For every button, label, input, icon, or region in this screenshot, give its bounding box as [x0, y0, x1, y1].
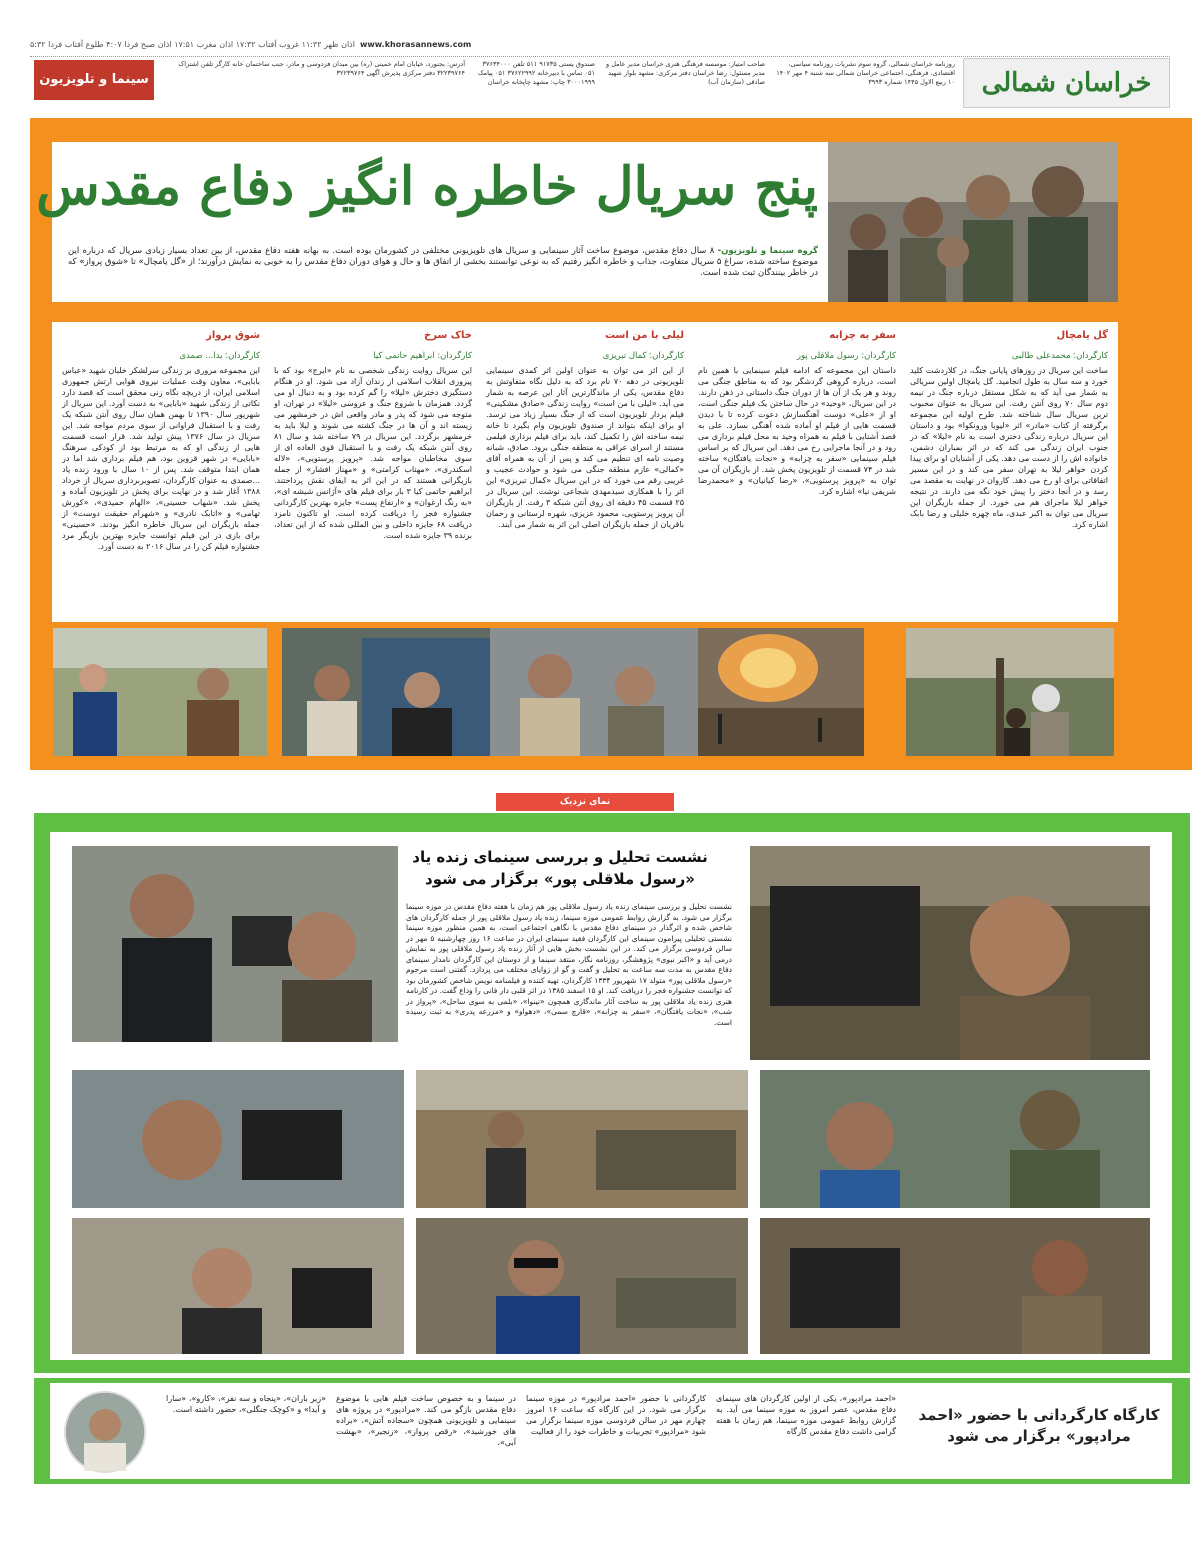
- prayer-times: اذان ظهر ۱۱:۳۲ غروب آفتاب ۱۷:۳۲ اذان مغرب ۱۷:۵۱ اذان صبح فردا ۴:۰۷ طلوع آفتاب فردا ۵:۳۲: [30, 40, 355, 49]
- series-photo-shogh-parvaz: [53, 628, 267, 756]
- intro-text: ۸ سال دفاع مقدس، موضوع ساخت آثار سینمایی و سریال های تلویزیونی مختلفی در کشورمان بوده است. به بهانه هفته دفاع مقدس، از بین تعداد بسیار زیادی سریال که درباره این موضوع ساخته شده، سراغ ۵ سریال متفاوت، جذاب و خاطره انگیز رفتیم که به نوعی توانستند بخشی از اتفاق ها و حال و هوای دوران دفاع مقدس را به خوبی به نمایش درآورند؛ از «گل یامچال» تا «شوق پرواز» که در خاطر بینندگان ثبت شده است.: [68, 246, 819, 278]
- series-director: کارگردان: یدا... صمدی: [179, 351, 260, 361]
- closeup-photo-sunglasses: [416, 1218, 748, 1354]
- series-text: این مجموعه مروری بر زندگی سرلشکر خلبان شهید «عباس بابایی»، معاون وقت عملیات نیروی هوایی ارتش جمهوری اسلامی ایران، از دریچه نگاه زنی محقق است که قصد دارد نکاتی از زندگی شهید «بابایی» به دست آورد. این سریال از شهریور سال ۱۳۹۰ تا بهمن همان سال روی آنتن شبکه یک رفت و با استقبال فراوانی از سوی مردم مواجه شد. این سریال در سال ۱۳۷۶ پیش تولید شد. قرار است قسمت هایی از زندگی او که به مرتبط بود از کودکی سرهنگ «بابایی» در شهر قزوین بود، هم فیلم برداری شد اما در همان ابتدا متوقف شد. پس از ۱۰ سال با ورود زنده یاد ...صمدی به عنوان کارگردان، تصویربرداری سریال از خرداد ۱۳۸۸ آغاز شد و در نهایت برای پخش در تلویزیون آماده و پخش شد. «شهاب حسینی»، «الهام حمیدی»، «کورش تهامی» و «اتابک نادری» و «شهرام حقیقت دوست» از جمله بازیگران این سریال خاطره انگیز بودند. «حسینی» برای بازی در این فیلم توانست جایزه بهترین بازیگر مرد جشنواره فیلم کن را در سال ۲۰۱۶ به دست آورد.: [62, 366, 261, 551]
- series-column: [274, 330, 472, 541]
- closeup-photo-cameraman: [72, 1070, 404, 1208]
- feature-header: [36, 142, 1118, 302]
- workshop-col: در سینما و به خصوص ساخت فیلم هایی با موضوع دفاع مقدس بازگو می کند. «مرادپور» در پروژه های سینمایی و تلویزیونی همچون «سجاده آتش»، «براده های خورشید»، «رقص پرواز»، «زنجیر»، «بهشت آبی»،: [336, 1394, 516, 1447]
- series-column: [910, 330, 1108, 530]
- workshop-col: «زیر باران»، «پنجاه و سه نفر»، «کارو»، «سارا و آیدا» و «کوچک جنگلی»، حضور داشته است.: [166, 1394, 326, 1414]
- newspaper-logo[interactable]: خراسان شمالی: [963, 58, 1170, 108]
- series-photo-safar-be-chazabeh: [698, 628, 906, 756]
- series-title: سفر به چزابه: [829, 330, 896, 341]
- contact-info: صندوق پستی ۹۱۷۳۵ ۵۱۱ تلفن ۳۷۶۳۴۰۰۰ ۰۵۱ تماس با دبیرخانه ۳۷۶۲۲۹۹۲ ۰۵۱ پیامک ۳۰۰۰۱۹۹۹ چاپ: مشهد چاپخانه خراسان: [477, 60, 595, 86]
- series-director: کارگردان: کمال تبریزی: [602, 351, 684, 361]
- series-title: شوق پرواز: [206, 330, 260, 341]
- series-column: [62, 330, 260, 552]
- closeup-photo-director-camera: [750, 846, 1150, 1060]
- feature-headline: پنج سریال خاطره انگیز دفاع مقدس: [36, 156, 818, 217]
- closeup-photo-actors-helmet: [760, 1070, 1150, 1208]
- series-text: ساخت این سریال در روزهای پایانی جنگ، در کلاردشت کلید خورد و سه سال به طول انجامید. گل یامچال اولین سریالی به شمار می آید که به شکل مستقل درباره جنگ در نیمه دوم سال ۷۰ روی آنتن رفت. این سریال به عنوان محبوب ترین سریال سال شناخته شد. طرح اولیه این مجموعه برگرفته از کتاب «مادر» اثر «لیوبا ورونکوا» بود و داستان این سریال درباره زندگی دختری است به نام «لیلا» که در جنوب ایران زندگی می کند که در اثر بمباران دشمن، خانواده اش را از دست می دهد. یکی از آشنایان او برای پیدا کردن خواهر لیلا به تهران سفر می کند و در این مسیر اتفاقاتی برای او رخ می دهد. کاروان در نهایت به مقصد می رسد و در آنجا دختر را پیش خود نگه می دارند. در نتیجه خواهر لیلا ماجرای هم می خورد. از جمله بازیگران این سریال می توان به اکبر عبدی، ماه چهره خلیلی و رضا بابک اشاره کرد.: [910, 366, 1108, 529]
- feature-intro: [68, 246, 818, 279]
- workshop-col: «احمد مرادپور»، یکی از اولین کارگردان های سینمای دفاع مقدس، عصر امروز به موزه سینما می آید. به گزارش روابط عمومی موزه سینما، هم زمان با هفته گرامی داشت دفاع مقدس کارگاه: [716, 1394, 896, 1436]
- closeup-body: نشست تحلیل و بررسی سینمای زنده یاد رسول ملاقلی پور هم زمان با هفته دفاع مقدس در موزه سینما برگزار می شود. به گزارش روابط عمومی موزه سینما، زنده یاد رسول ملاقلی پور از جمله کارگردان های شاخص شده و اثرگذار در سینمای دفاع مقدس با نگاهی اجتماعی است، به همین منظور موزه سینما نشستی تحلیلی پیرامون سینمای این کارگردان فقید سینمای ایران در ساعت ۱۶ روز چهارشنبه ۵ مهر در سالن فردوسی برگزار می کند. در این نشست بخش هایی از آثار زنده یاد رسول ملاقلی پور به نمایش درمی آید و «اکبر نبوی» پژوهشگر، روزنامه نگار، منتقد سینما و از دوستان این کارگردان نامدار سینمای دفاع مقدس به مدت سه ساعت به تحلیل و گفت و گو از زوایای مختلف می پردازد. گفتنی است مرحوم «رسول ملاقلی پور» متولد ۱۷ شهریور ۱۳۳۴ کارگردان، تهیه کننده و فیلمنامه نویس شاخص کشورمان بود که توانست جشنواره فجر را دریافت کند. او ۱۵ اسفند ۱۳۸۵ در اثر قلبی دار فانی را وداع گفت. در کارنامه هنری زنده یاد ملاقلی پور به ساخت آثار ماندگاری همچون «نینوا»، «بلمی به سوی ساحل»، «پرواز در شب»، «نجات یافتگان»، «سفر به چزابه»، «قارچ سمی»، «دهواو» و «مزرعه پدری» به ثبت رسیده است.: [406, 902, 733, 1027]
- series-column: [486, 330, 684, 530]
- website-link[interactable]: www.khorasannews.com: [360, 40, 472, 49]
- series-photo-gol-yamchal: [906, 628, 1114, 756]
- series-text: این سریال روایت زندگی شخصی به نام «ایرج» بود که با پیروزی انقلاب اسلامی از زندان آزاد می شود. او در هنگام دستگیری دخترش «لیلا» را گم کرده بود و به دنبال او می گردد. همزمان با شروع جنگ و عروسی «لیلا» در تهران، او متوجه می شود که پدر و مادر واقعی اش در خرمشهر می زیسته اند و آن ها در جنگ کشته می شوند و لیلا باید به خرمشهر برگردد. این سریال در ۷۹ ساخته شد و سال ۸۱ روی آنتن شبکه یک رفت و با استقبال قوی العاده ای از سوی مخاطبان مواجه شد. «پرویز پرستویی»، «لاله اسکندری»، «مهتاب کرامتی» و «مهناز افشار» از جمله بازیگرانی هستند که در این اثر به ایفای نقش پرداختند. ابراهیم حاتمی کیا ۳ بار برای فیلم های «آژانس شیشه ای»، «به رنگ ارغوان» و «ارتفاع پست» جایزه بهترین کارگردانی جشنواره فجر را دریافت کرده است. او تاکنون نامزد دریافت ۶۸ جایزه داخلی و بین المللی شده که از این تعداد، برنده ۳۹ جایزه شده است.: [274, 366, 472, 540]
- masthead: [30, 58, 1170, 108]
- closeup-photo-tank-set: [416, 1070, 748, 1208]
- series-title: گل یامچال: [1056, 330, 1108, 341]
- series-column: [698, 330, 896, 497]
- section-badge: سینما و تلویزیون: [34, 60, 154, 100]
- license-info: صاحب امتیاز: موسسه فرهنگی هنری خراسان مدیر عامل و مدیر مسئول: رضا خراسان دفتر مرکزی: مشهد بلوار شهید صادقی (سازمان آب): [606, 60, 765, 86]
- series-photo-leyli-ba-man-ast: [490, 628, 698, 756]
- closeup-title: نشست تحلیل و بررسی سینمای زنده یاد «رسول ملاقلی پور» برگزار می شود: [412, 848, 708, 888]
- series-director: کارگردان: محمدعلی طالبی: [1011, 351, 1108, 361]
- closeup-photo-film-crew: [760, 1218, 1150, 1354]
- closeup-label: نمای نزدیک: [496, 793, 674, 811]
- closeup-photo-director-pointing: [72, 846, 398, 1042]
- series-title: خاک سرخ: [424, 330, 472, 341]
- closeup-content: [50, 832, 1172, 1360]
- cast-photo-art: [828, 142, 1118, 302]
- series-director: کارگردان: رسول ملاقلی پور: [796, 351, 896, 361]
- workshop-content: [50, 1383, 1172, 1479]
- workshop-title: کارگاه کارگردانی با حضور «احمد مرادپور» برگزار می شود: [918, 1406, 1160, 1445]
- top-info-line: [30, 40, 1170, 54]
- workshop-col: کارگردانی با حضور «احمد مرادپور» در موزه سینما برگزار می شود. در این کارگاه که ساعت ۱۶ امروز چهارم مهر در سالن فردوسی موزه سینما برگزار می شود «مرادپور» تجربیات و خاطرات خود را از فعالیت: [526, 1394, 706, 1436]
- series-text: از این اثر می توان به عنوان اولین اثر کمدی سینمایی تلویزیونی در دهه ۷۰ نام برد که به دلیل نگاه متفاوتش به دفاع مقدس، یکی از ماندگارترین آثار این عرصه به شمار می آید. «لیلی با من است» روایت زندگی «صادق مشکینی» فیلم بردار تلویزیون است که از جنگ بسیار زیاد می ترسد. او برای اینکه بتواند از صندوق تلویزیون وام بگیرد تا خانه نیمه ساخته اش را تکمیل کند، باید برای فیلم برداری فیلمی مستند از اسرای عراقی به منطقه جنگی برود. صادق، شبانه وصیت نامه ای تنظیم می کند و پس از آن به همراه آقای «کمالی» عازم منطقه جنگی می شود و حوادث عجیب و غریبی رقم می خورد که در این سریال «کمال تبریزی» این اثر را با همکاری سیدمهدی شجاعی نوشت. این سریال در ۲۵ قسمت ۴۵ دقیقه ای روی آنتن شبکه ۳ رفت. از بازیگران آن پرویز پرستویی، محمود عزیزی، شهره لرستانی و رحمان باقریان از جمله بازیگران اصلی این اثر به شمار می آیند.: [486, 366, 685, 529]
- series-text: داستان این مجموعه که ادامه فیلم سینمایی با همین نام است، درباره گروهی گردشگر بود که به مناطق جنگی می روند و هر یک از آن ها از دوران جنگ داستانی در ذهن دارند. در این سریال، «وحید» در حال ساختن یک فیلم جنگی است، او از «علی» دوست آهنگسازش دعوت کرده تا با دیدن قسمت هایی از فیلم او آماده شده آهنگی بسازد. علی به قصد آشنایی با فیلم به همراه وحید به محل فیلم برداری می رود و در آنجا ماجرایی رخ می دهد. این سریال که بر اساس فیلم سینمایی «سفر به چزابه» و «نجات یافتگان» ساخته شد در ۷۴ قسمت از تلویزیون پخش شد. از بازیگران آن می توان به «پرویز پرستویی»، «رضا کیانیان» و «محمدرضا شریفی نیا» اشاره کرد.: [698, 366, 896, 496]
- divider: [30, 56, 1170, 57]
- series-columns: [52, 322, 1118, 622]
- cast-photo: [828, 142, 1118, 302]
- publisher-info: روزنامه خراسان شمالی، گروه سوم نشریات روزنامه سیاسی، اقتصادی، فرهنگی، اجتماعی خراسان شمالی سه شنبه ۴ مهر ۱۴۰۲ ۱۰ ربیع الاول ۱۴۴۵ شماره ۳۹۹۳: [776, 60, 955, 86]
- series-photo-khak-sorkh: [282, 628, 490, 756]
- series-title: لیلی با من است: [604, 330, 684, 341]
- series-director: کارگردان: ابراهیم حاتمی کیا: [373, 351, 472, 361]
- address-info: آدرس: بجنورد، خیابان امام خمینی (ره) بین میدان فردوسی و مادر، جنب ساختمان خانه کارگر تلفن اشتراک ۳۲۲۳۹۷۶۴ دفتر مرکزی پذیرش آگهی ۳۲۲۳۹۷۶۴: [178, 60, 465, 77]
- closeup-photo-smiling-director: [72, 1218, 404, 1354]
- intro-lead: گروه سینما و تلویزیون-: [717, 246, 819, 256]
- avatar: [64, 1391, 146, 1473]
